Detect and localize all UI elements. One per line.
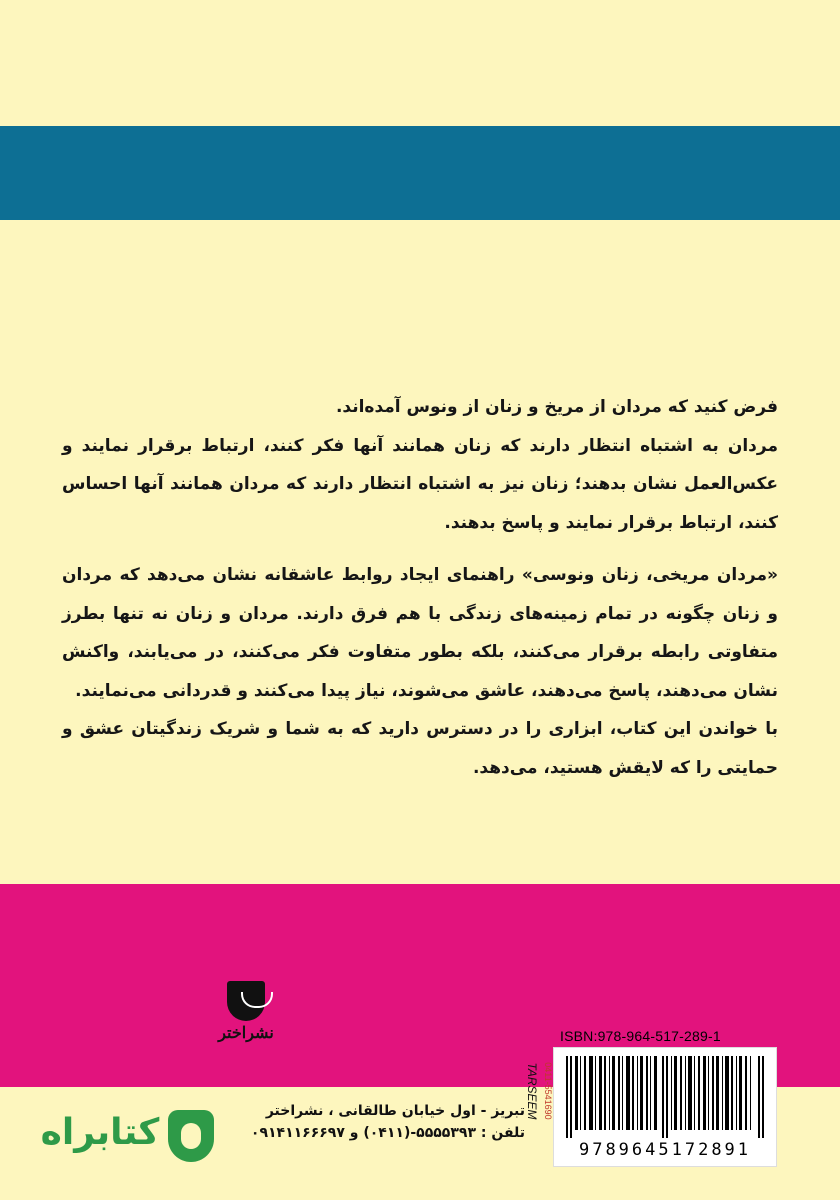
watermark-text: کتابراه bbox=[40, 1112, 160, 1153]
top-color-band bbox=[0, 126, 840, 220]
blurb-line: «مردان مریخی، زنان ونوسی» راهنمای ایجاد روابط عاشقانه نشان می‌دهد که مردان و زنان چگونه در تمام زمینه‌های زندگی با هم فرق دارند. مردان و زنان نه تنها بطرز متفاوتی رابطه برقرار می‌کنند، بلکه بطور متفاوت فکر می‌کنند، در می‌یابند، واکنش نشان می‌دهند، پاسخ می‌دهند، عاشق می‌شوند، نیاز پیدا می‌کنند و قدردانی می‌نمایند. bbox=[62, 565, 778, 701]
designer-phone: 0411-5541690 bbox=[543, 1062, 553, 1120]
blurb-line: مردان به اشتباه انتظار دارند که زنان همانند آنها فکر کنند، ارتباط برقرار نمایند و عکس‌العمل نشان بدهند؛ زنان نیز به اشتباه انتظار دارند که مردان همانند آنها احساس کنند، ارتباط برقرار نمایند و پاسخ بدهند. bbox=[62, 435, 778, 533]
publisher-phone: تلفن : ۵۵۵۵۳۹۳-(۰۴۱۱) و ۰۹۱۴۱۱۶۶۶۹۷ bbox=[250, 1125, 525, 1141]
publisher-logo-text: نشراختر bbox=[218, 1023, 274, 1042]
barcode-icon bbox=[566, 1056, 764, 1138]
ketabrah-watermark bbox=[40, 1106, 220, 1170]
blurb-line: فرض کنید که مردان از مریخ و زنان از ونوس آمده‌اند. bbox=[335, 397, 778, 417]
barcode-digits: 9789645172891 bbox=[578, 1140, 752, 1160]
ketabrah-logo-icon bbox=[168, 1110, 214, 1162]
back-cover-blurb bbox=[62, 388, 778, 787]
shield-book-icon bbox=[227, 981, 265, 1021]
designer-name: TARSEEM bbox=[525, 1062, 539, 1120]
isbn-barcode bbox=[553, 1047, 777, 1167]
publisher-logo bbox=[218, 981, 274, 1059]
isbn-label: ISBN:978-964-517-289-1 bbox=[560, 1028, 721, 1044]
publisher-address: تبریز - اول خیابان طالقانی ، نشراختر bbox=[265, 1103, 525, 1119]
blurb-line: با خواندن این کتاب، ابزاری را در دسترس دارید که به شما و شریک زندگیتان عشق و حمایتی را که لایقش هستید، می‌دهد. bbox=[62, 719, 778, 778]
